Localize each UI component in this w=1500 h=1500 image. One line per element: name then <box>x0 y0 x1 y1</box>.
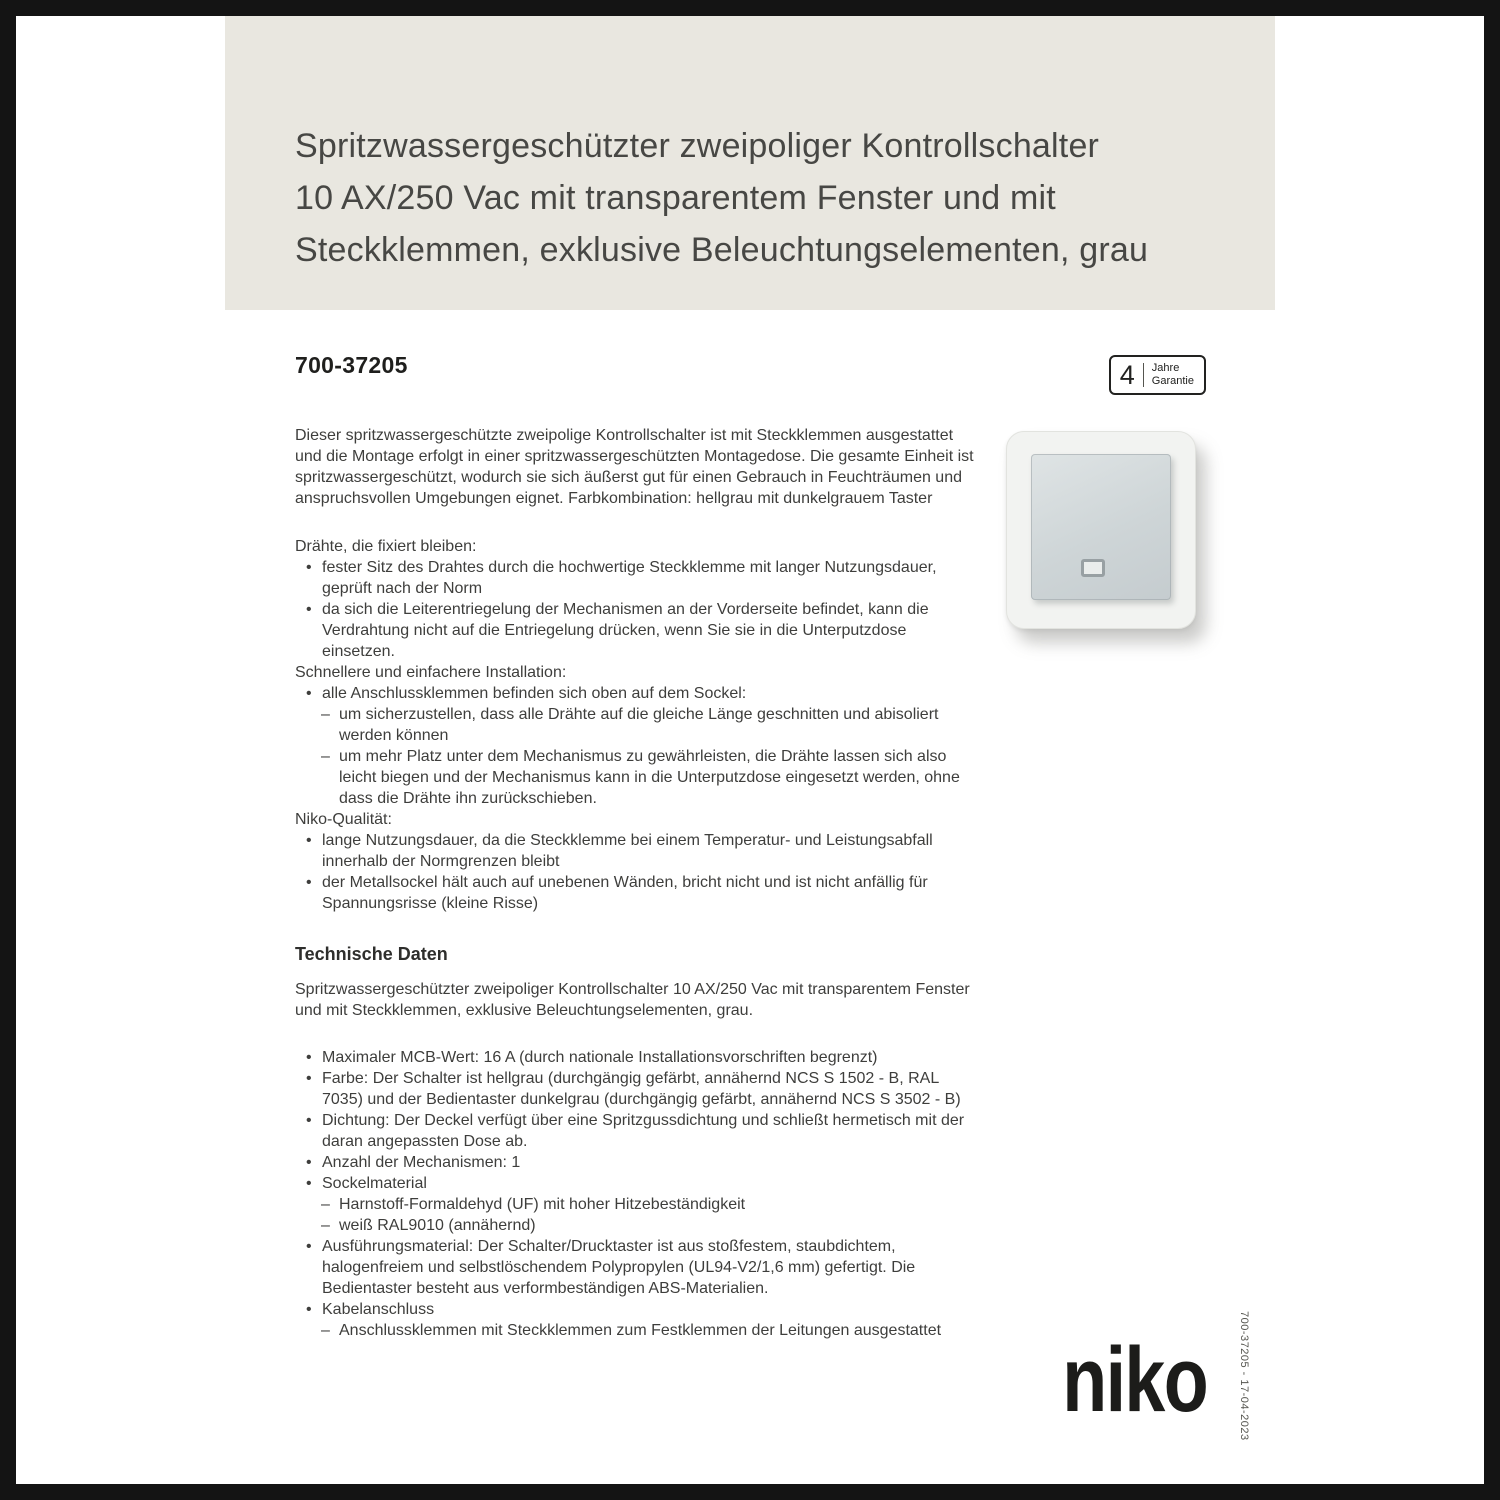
warranty-label-bottom: Garantie <box>1151 375 1194 387</box>
tech-item: • Anzahl der Mechanismen: 1 <box>295 1152 979 1173</box>
badge-divider <box>1143 363 1144 387</box>
tech-item: – weiß RAL9010 (annähernd) <box>295 1215 979 1236</box>
datasheet-page <box>16 16 1484 1484</box>
product-title-line: Spritzwassergeschützter zweipoliger Kontrollschalter <box>295 127 1100 165</box>
feature-item: • alle Anschlussklemmen befinden sich oben auf dem Sockel: <box>295 683 979 704</box>
warranty-labels <box>1152 362 1194 388</box>
warranty-years: 4 <box>1119 359 1135 390</box>
tech-heading: Technische Daten <box>295 944 448 964</box>
product-code: 700-37205 <box>295 352 408 378</box>
product-title-line: 10 AX/250 Vac mit transparentem Fenster und mit <box>295 179 1056 217</box>
feature-item: Schnellere und einfachere Installation: <box>295 664 567 681</box>
document-reference: 700-37205 - 17-04-2023 <box>1238 1311 1250 1441</box>
tech-item: • Maximaler MCB-Wert: 16 A (durch nationale Installationsvorschriften begrenzt) <box>295 1047 979 1068</box>
tech-item: – Anschlussklemmen mit Steckklemmen zum Festklemmen der Leitungen ausgestattet <box>295 1320 979 1341</box>
feature-item: Drähte, die fixiert bleiben: <box>295 538 477 555</box>
tech-item: • Ausführungsmaterial: Der Schalter/Drucktaster ist aus stoßfestem, staubdichtem, halogenfreiem und selbstlöschendem Polypropylen (UL94-V2/1,6 mm) gefertigt. Die Bedientaster besteht aus verformbeständigen ABS-Materialien. <box>295 1236 979 1299</box>
indicator-window <box>1081 559 1105 577</box>
feature-item: • lange Nutzungsdauer, da die Steckklemme bei einem Temperatur- und Leistungsabfall innerhalb der Normgrenzen bleibt <box>295 830 979 872</box>
niko-logo: niko <box>1062 1329 1207 1431</box>
switch-button <box>1031 454 1171 600</box>
product-title-line: Steckklemmen, exklusive Beleuchtungselementen, grau <box>295 231 1149 269</box>
tech-item: • Sockelmaterial <box>295 1173 979 1194</box>
tech-item: – Harnstoff-Formaldehyd (UF) mit hoher Hitzebeständigkeit <box>295 1194 979 1215</box>
warranty-badge <box>1109 355 1206 395</box>
intro-paragraph: Dieser spritzwassergeschützte zweipolige Kontrollschalter ist mit Steckklemmen ausgestattet und die Montage erfolgt in einer spritzwassergeschützten Montagedose. Die gesamte Einheit ist spritzwassergeschützt, wodurch sie sich äußerst gut für einen Gebrauch in Feuchträumen und anspruchsvollen Umgebungen eignet. Farbkombination: hellgrau mit dunkelgrauem Taster <box>295 427 974 507</box>
feature-item: • da sich die Leiterentriegelung der Mechanismen an der Vorderseite befindet, kann die Verdrahtung nicht auf die Entriegelung drücken, wenn Sie sie in die Unterputzdose einsetzen. <box>295 599 979 662</box>
tech-item: • Farbe: Der Schalter ist hellgrau (durchgängig gefärbt, annähernd NCS S 1502 - B, RAL 7035) und der Bedientaster dunkelgrau (durchgängig gefärbt, annähernd NCS S 3502 - B) <box>295 1068 979 1110</box>
warranty-label-top: Jahre <box>1151 362 1180 374</box>
tech-item: • Kabelanschluss <box>295 1299 979 1320</box>
feature-list <box>295 536 979 914</box>
feature-item: – um sicherzustellen, dass alle Drähte auf die gleiche Länge geschnitten und abisoliert werden können <box>295 704 979 746</box>
title-band <box>225 16 1275 310</box>
product-photo <box>1001 423 1213 655</box>
tech-list <box>295 1047 979 1341</box>
tech-item: • Dichtung: Der Deckel verfügt über eine Spritzgussdichtung und schließt hermetisch mit der daran angepassten Dose ab. <box>295 1110 979 1152</box>
feature-item: • der Metallsockel hält auch auf unebenen Wänden, bricht nicht und ist nicht anfällig für Spannungsrisse (kleine Risse) <box>295 872 979 914</box>
feature-item: • fester Sitz des Drahtes durch die hochwertige Steckklemme mit langer Nutzungsdauer, geprüft nach der Norm <box>295 557 979 599</box>
switch-frame <box>1006 431 1196 629</box>
feature-item: – um mehr Platz unter dem Mechanismus zu gewährleisten, die Drähte lassen sich also leicht biegen und der Mechanismus kann in die Unterputzdose eingesetzt werden, ohne dass die Drähte ihn zurückschieben. <box>295 746 979 809</box>
product-title <box>295 120 1148 276</box>
description-section <box>295 425 979 1341</box>
tech-intro-paragraph: Spritzwassergeschützter zweipoliger Kontrollschalter 10 AX/250 Vac mit transparentem Fenster und mit Steckklemmen, exklusive Beleuchtungselementen, grau. <box>295 981 970 1019</box>
feature-item: Niko-Qualität: <box>295 811 392 828</box>
